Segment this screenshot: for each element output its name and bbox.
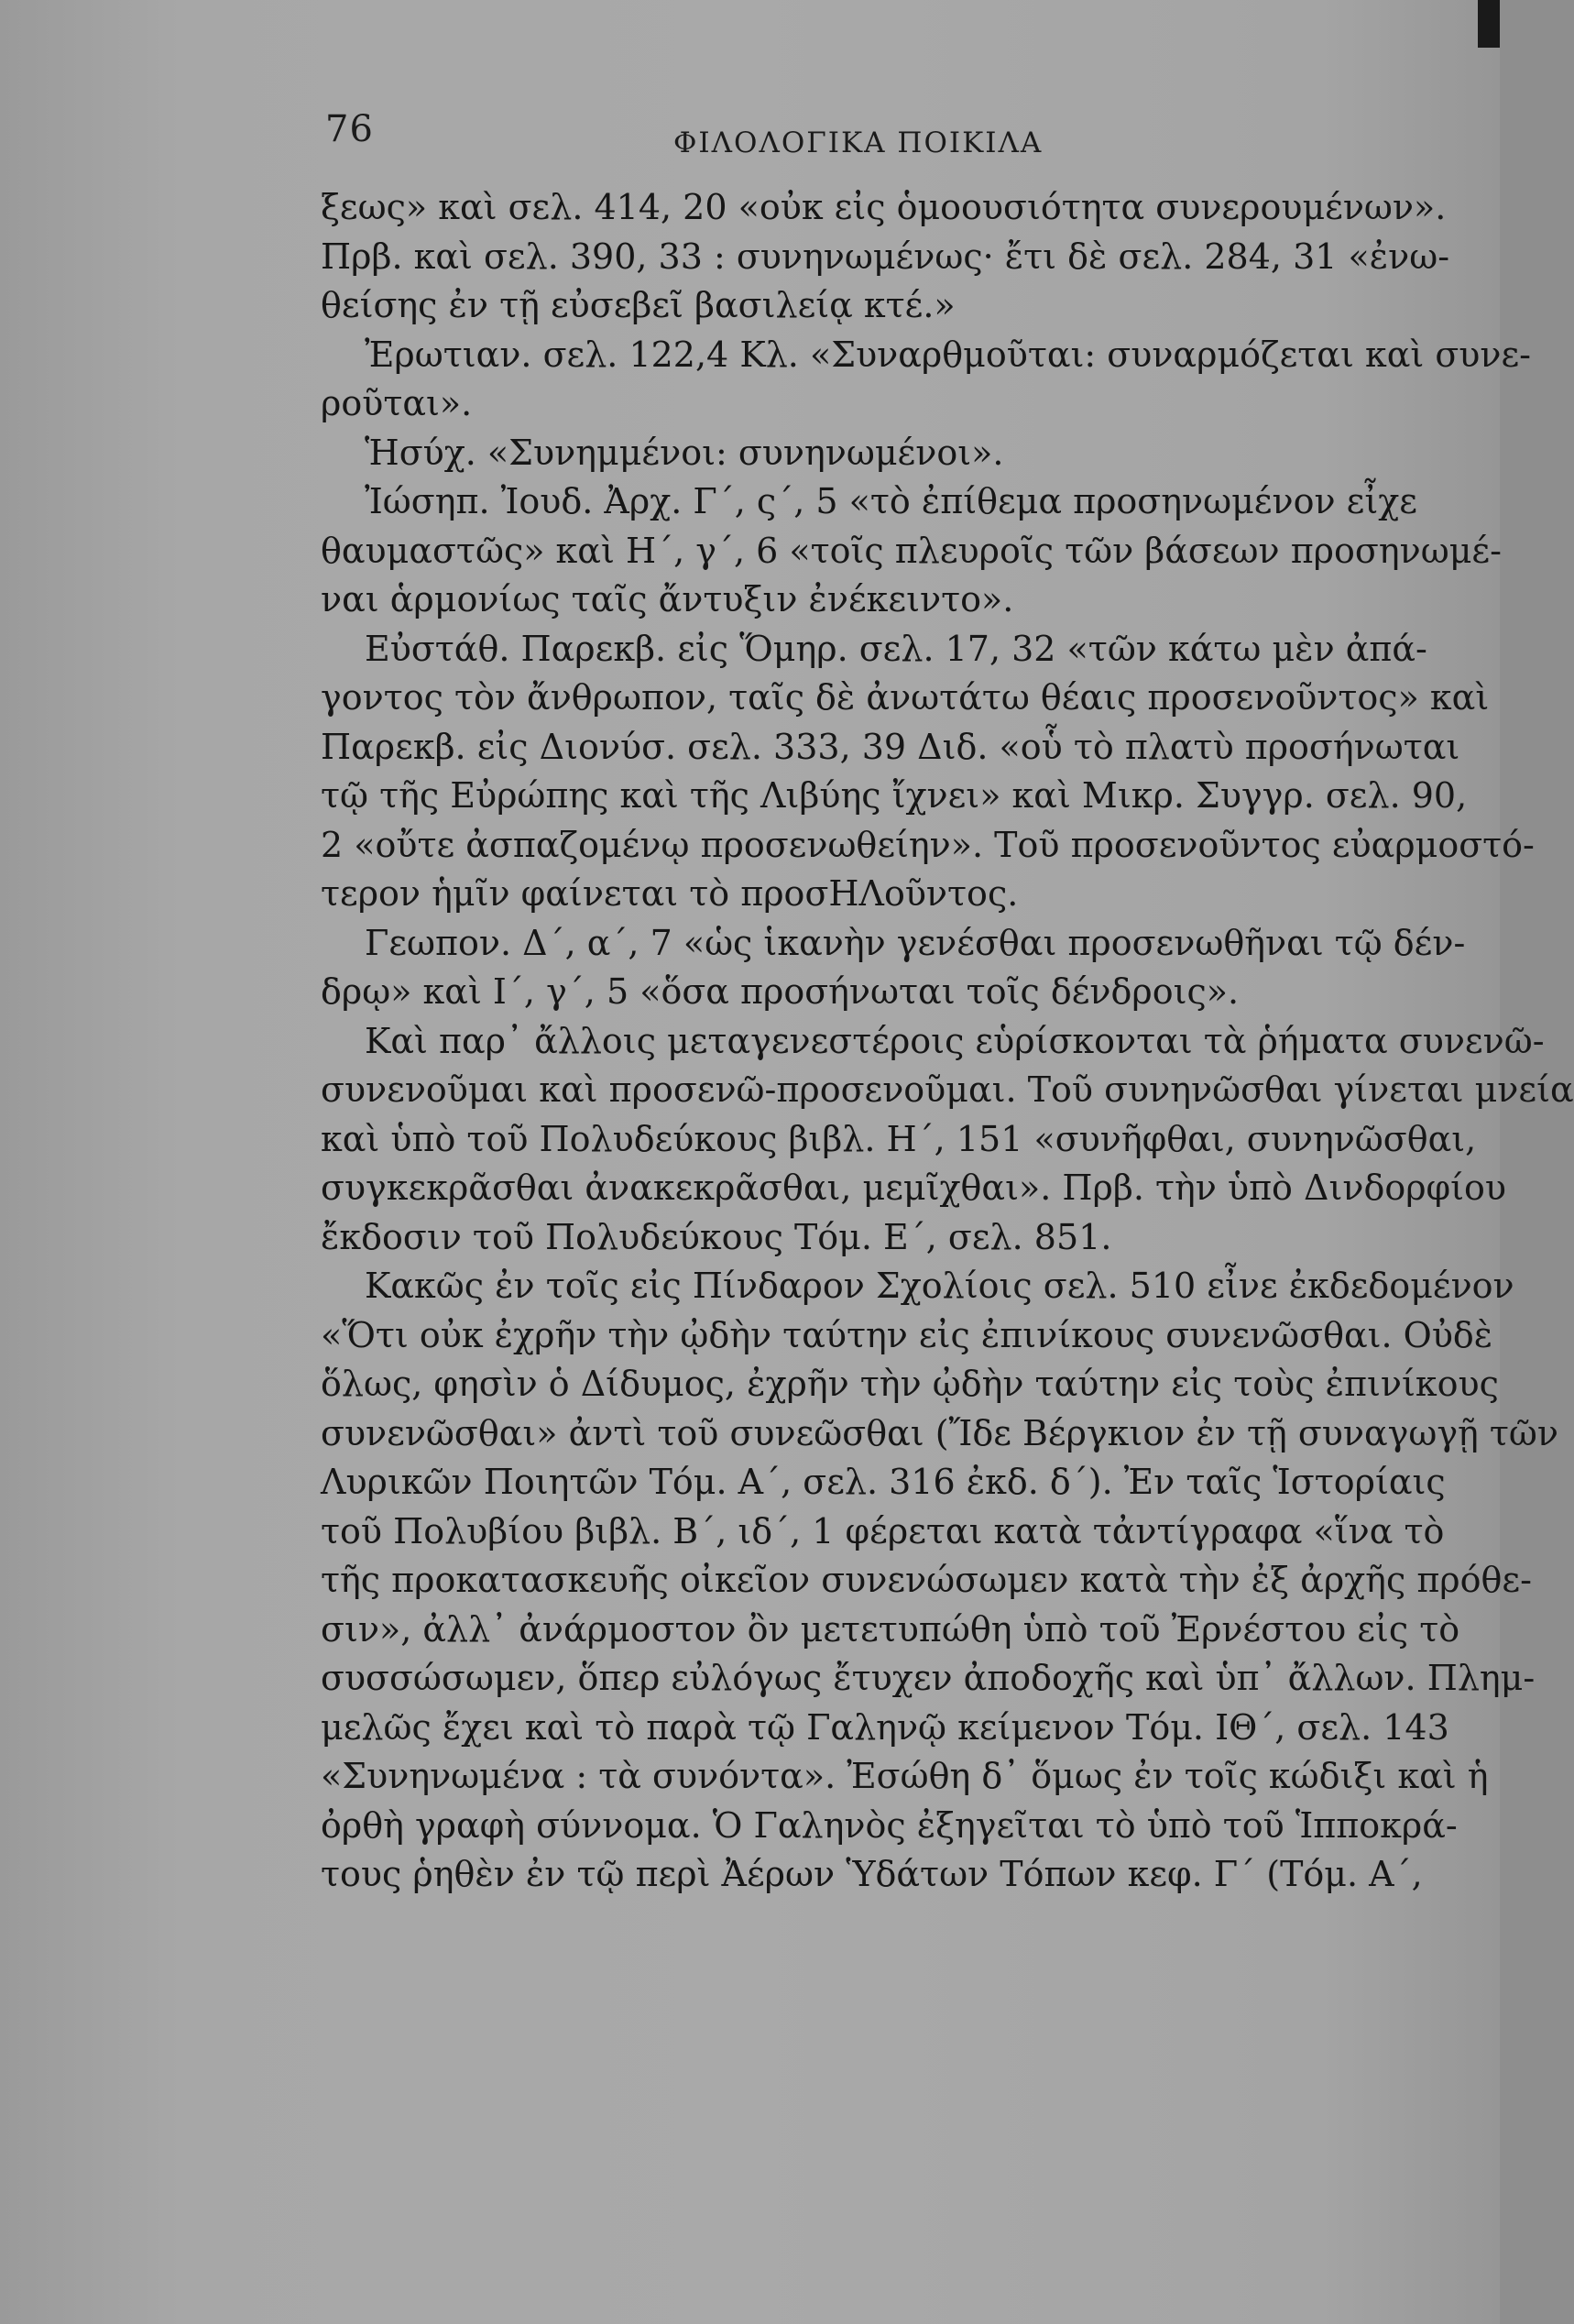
text-line: Ἡσύχ. «Συνημμένοι: συνηνωμένοι». <box>365 432 1004 473</box>
text-line: Γεωπον. Δ΄, α΄, 7 «ὡς ἱκανὴν γενέσθαι προσενωθῆναι τῷ δέν- <box>365 922 1466 963</box>
text-line: σιν», ἀλλ᾽ ἀνάρμοστον ὂν μετετυπώθη ὑπὸ τοῦ Ἐρνέστου εἰς τὸ <box>321 1608 1460 1650</box>
text-line: Ἐρωτιαν. σελ. 122,4 Κλ. «Συναρθμοῦται: συναρμόζεται καὶ συνε- <box>365 334 1531 375</box>
text-line: τῆς προκατασκευῆς οἰκεῖον συνενώσωμεν κατὰ τὴν ἐξ ἀρχῆς πρόθε- <box>321 1560 1532 1600</box>
text-line: ξεως» καὶ σελ. 414, 20 «οὐκ εἰς ὁμοουσιότητα συνερουμένων». <box>321 187 1447 227</box>
page-number: 76 <box>325 108 374 150</box>
text-line: καὶ ὑπὸ τοῦ Πολυδεύκους βιβλ. Η΄, 151 «συνῆφθαι, συνηνῶσθαι, <box>321 1118 1477 1159</box>
text-line: μελῶς ἔχει καὶ τὸ παρὰ τῷ Γαληνῷ κείμενον Τόμ. ΙΘ΄, σελ. 143 <box>321 1706 1449 1748</box>
text-line: θαυμαστῶς» καὶ Η΄, γ΄, 6 «τοῖς πλευροῖς τῶν βάσεων προσηνωμέ- <box>321 530 1502 571</box>
text-line: ροῦται». <box>321 383 473 423</box>
text-line: Καὶ παρ᾽ ἄλλοις μεταγενεστέροις εὑρίσκονται τὰ ῥήματα συνενῶ- <box>365 1020 1545 1061</box>
body-text <box>321 183 1574 1900</box>
text-line: Ἰώσηπ. Ἰουδ. Ἀρχ. Γ΄, ς΄, 5 «τὸ ἐπίθεμα προσηνωμένον εἶχε <box>365 481 1417 521</box>
text-line: Λυρικῶν Ποιητῶν Τόμ. Α΄, σελ. 316 ἐκδ. δ΄). Ἐν ταῖς Ἱστορίαις <box>321 1462 1446 1502</box>
page-header <box>325 108 1425 163</box>
text-line: τους ῥηθὲν ἐν τῷ περὶ Ἀέρων Ὑδάτων Τόπων κεφ. Γ΄ (Τόμ. Α΄, <box>321 1854 1423 1894</box>
text-line: συνενοῦμαι καὶ προσενῶ-προσενοῦμαι. Τοῦ συνηνῶσθαι γίνεται μνεία <box>321 1069 1574 1110</box>
text-line: ὅλως, φησὶν ὁ Δίδυμος, ἐχρῆν τὴν ᾠδὴν ταύτην εἰς τοὺς ἐπινίκους <box>321 1364 1499 1404</box>
text-line: συσσώσωμεν, ὅπερ εὐλόγως ἔτυχεν ἀποδοχῆς καὶ ὑπ᾽ ἄλλων. Πλημ- <box>321 1658 1536 1698</box>
text-line: «Ὅτι οὐκ ἐχρῆν τὴν ᾠδὴν ταύτην εἰς ἐπινίκους συνενῶσθαι. Οὐδὲ <box>321 1314 1493 1355</box>
text-line: γοντος τὸν ἄνθρωπον, ταῖς δὲ ἀνωτάτω θέαις προσενοῦντος» καὶ <box>321 677 1490 718</box>
text-line: τερον ἡμῖν φαίνεται τὸ προσΗΛοῦντος. <box>321 873 1019 914</box>
text-line: τοῦ Πολυβίου βιβλ. Β΄, ιδ΄, 1 φέρεται κατὰ τἀντίγραφα «ἵνα τὸ <box>321 1510 1445 1551</box>
text-line: Κακῶς ἐν τοῖς εἰς Πίνδαρον Σχολίοις σελ. 510 εἶνε ἐκδεδομένον <box>365 1266 1514 1306</box>
text-line: 2 «οὔτε ἀσπαζομένῳ προσενωθείην». Τοῦ προσενοῦντος εὐαρμοστό- <box>321 824 1535 865</box>
text-line: θείσης ἐν τῇ εὐσεβεῖ βασιλείᾳ κτέ.» <box>321 285 956 325</box>
text-line: «Συνηνωμένα : τὰ συνόντα». Ἐσώθη δ᾽ ὅμως ἐν τοῖς κώδιξι καὶ ἡ <box>321 1756 1489 1796</box>
running-head: ΦΙΛΟΛΟΓΙΚΑ ΠΟΙΚΙΛΑ <box>673 126 1044 159</box>
text-line: Εὐστάθ. Παρεκβ. εἰς Ὅμηρ. σελ. 17, 32 «τῶν κάτω μὲν ἀπά- <box>365 628 1427 669</box>
text-line: συγκεκρᾶσθαι ἀνακεκρᾶσθαι, μεμῖχθαι». Πρβ. τὴν ὑπὸ Δινδορφίου <box>321 1167 1507 1208</box>
text-line: ἔκδοσιν τοῦ Πολυδεύκους Τόμ. Ε΄, σελ. 851. <box>321 1216 1112 1257</box>
text-line: τῷ τῆς Εὐρώπης καὶ τῆς Λιβύης ἴχνει» καὶ Μικρ. Συγγρ. σελ. 90, <box>321 775 1468 816</box>
text-line: Πρβ. καὶ σελ. 390, 33 : συνηνωμένως· ἔτι δὲ σελ. 284, 31 «ἐνω- <box>321 236 1450 277</box>
scan-edge-mark <box>1478 0 1500 48</box>
text-line: ναι ἁρμονίως ταῖς ἄντυξιν ἐνέκειντο». <box>321 579 1014 619</box>
text-line: δρῳ» καὶ Ι΄, γ΄, 5 «ὅσα προσήνωται τοῖς δένδροις». <box>321 971 1240 1012</box>
text-line: συνενῶσθαι» ἀντὶ τοῦ συνεῶσθαι (Ἴδε Βέργκιον ἐν τῇ συναγωγῇ τῶν <box>321 1412 1558 1453</box>
text-line: Παρεκβ. εἰς Διονύσ. σελ. 333, 39 Διδ. «οὗ τὸ πλατὺ προσήνωται <box>321 726 1460 767</box>
text-line: ὀρθὴ γραφὴ σύννομα. Ὁ Γαληνὸς ἐξηγεῖται τὸ ὑπὸ τοῦ Ἱπποκρά- <box>321 1804 1458 1846</box>
